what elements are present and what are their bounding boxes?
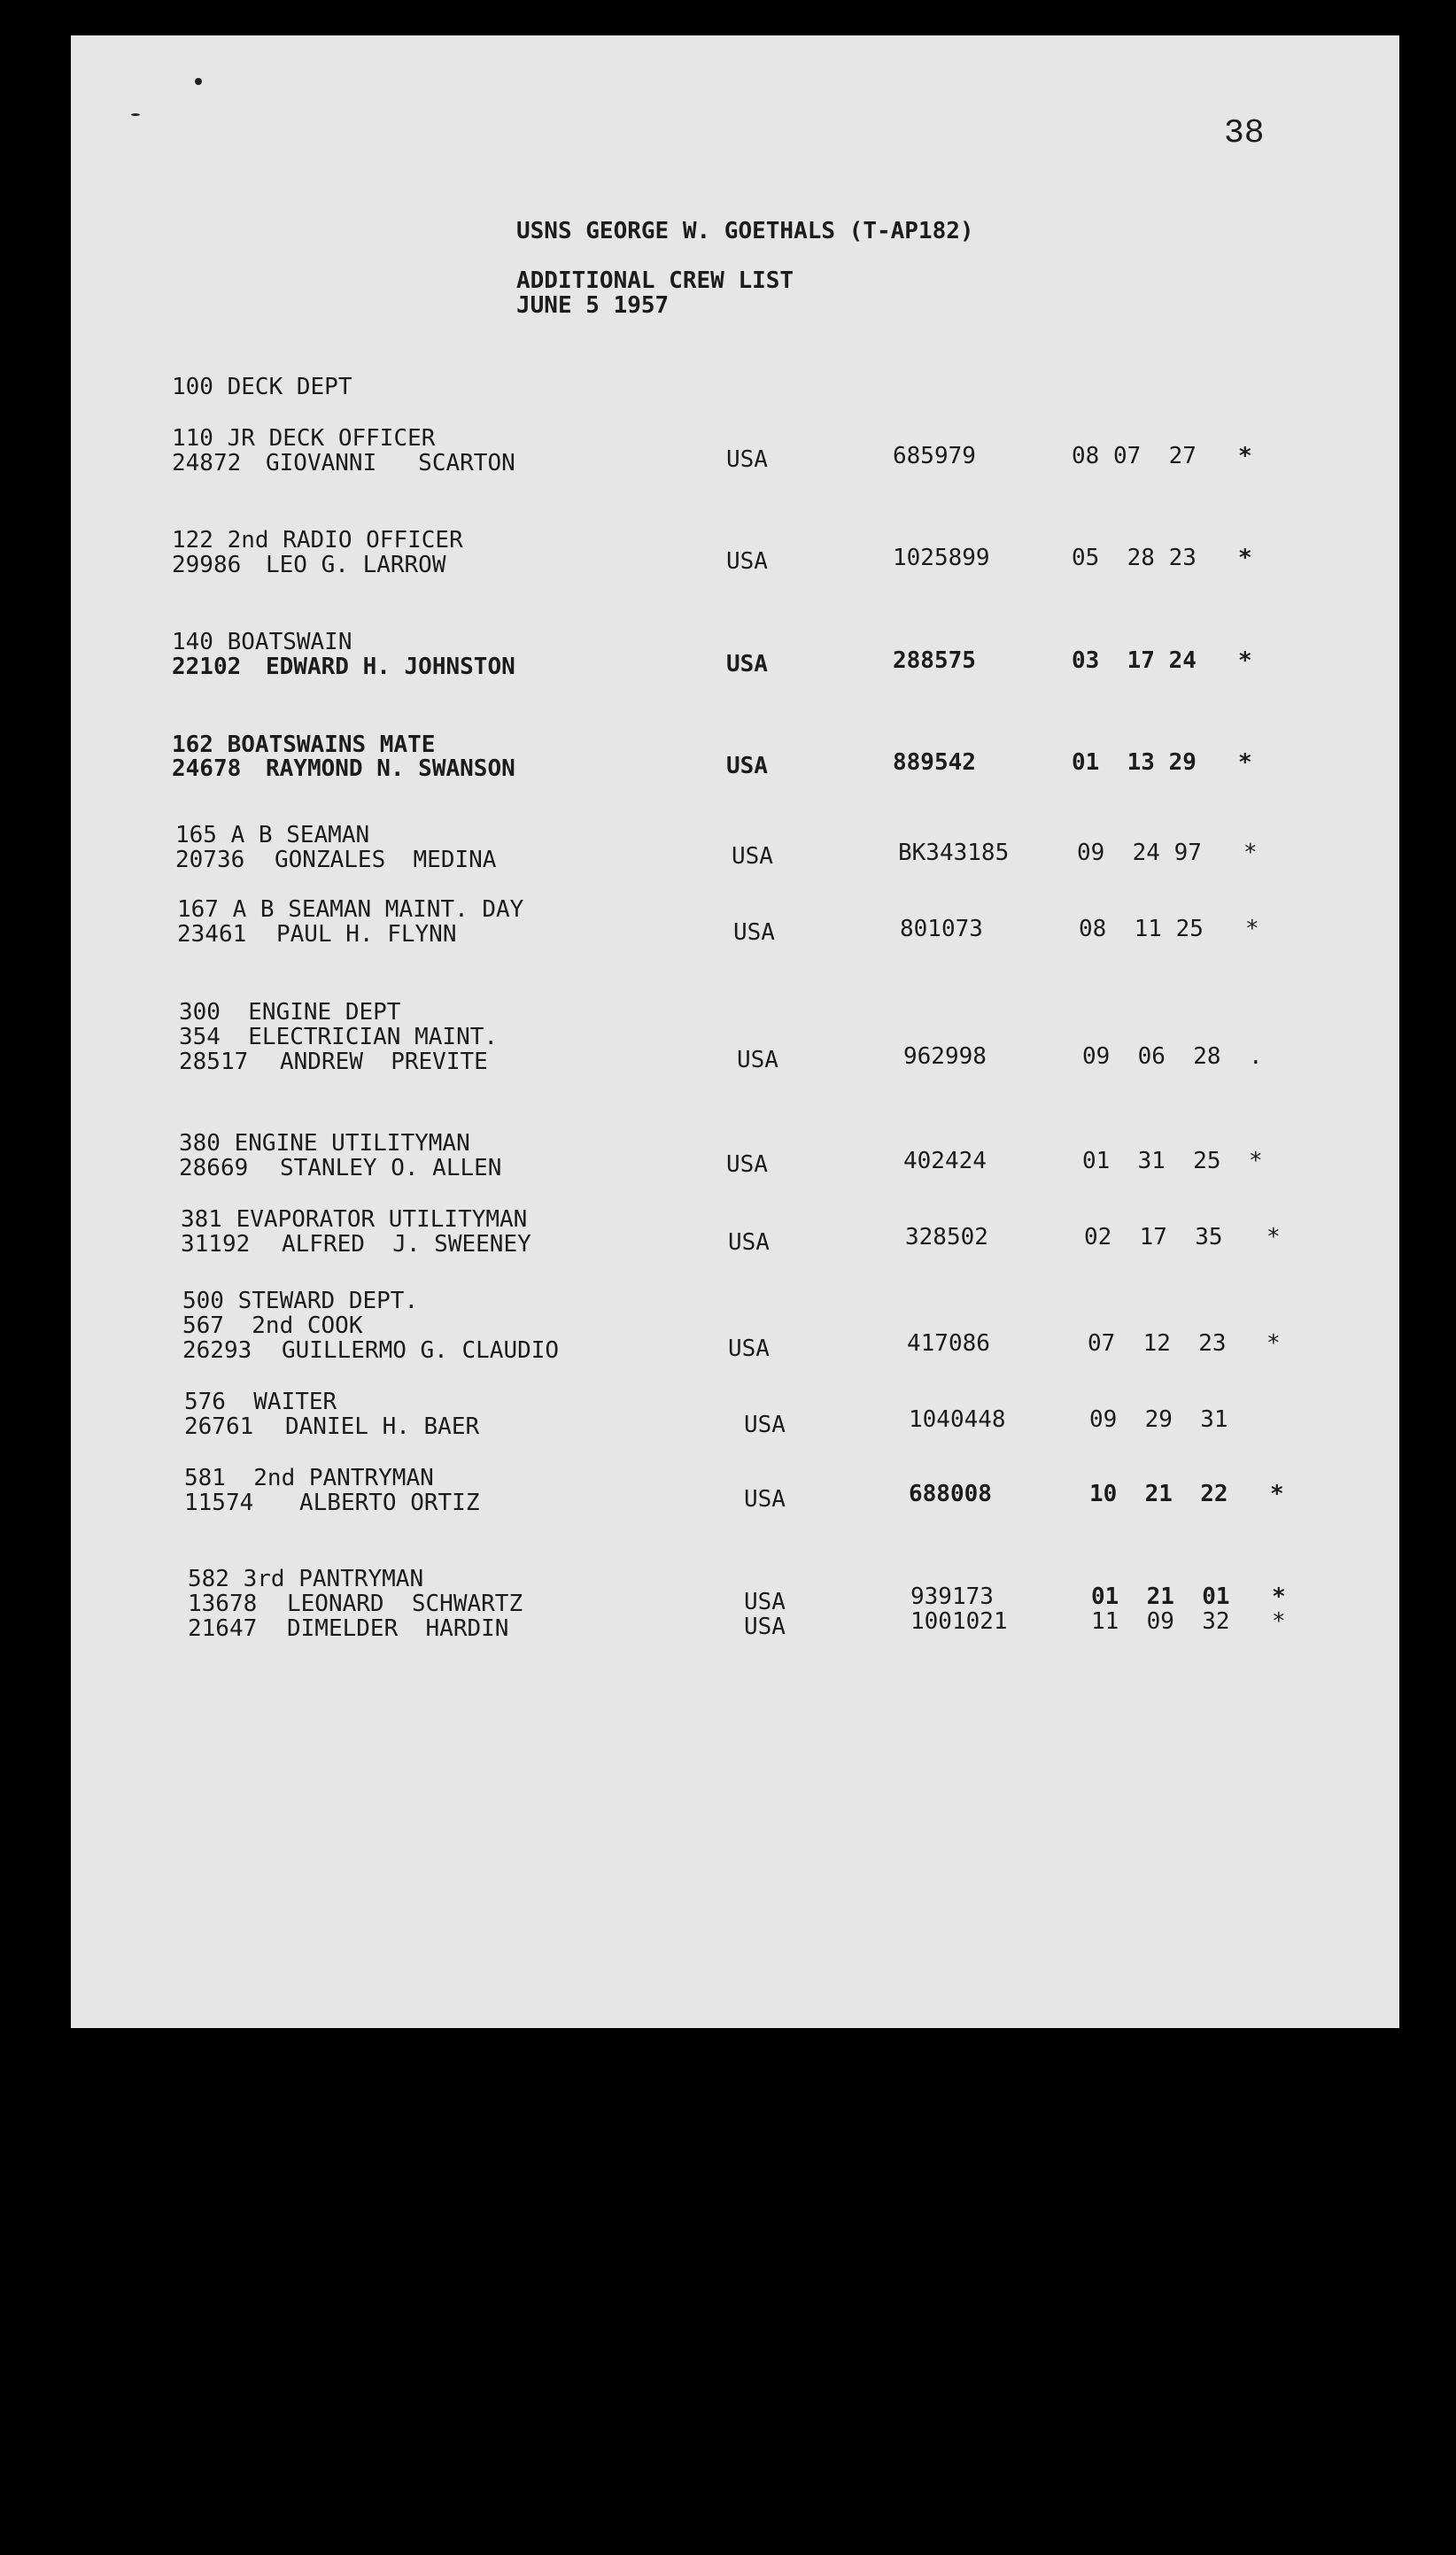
entry-name: STANLEY O. ALLEN (280, 1155, 502, 1181)
entry-position: 140 BOATSWAIN (172, 629, 352, 655)
entry-date: 09 24 97 (1077, 840, 1202, 866)
dept-heading-steward: 500 STEWARD DEPT. (182, 1288, 419, 1314)
entry-id: 939173 (910, 1583, 994, 1610)
entry-id: 1025899 (893, 545, 990, 571)
entry-date: 08 11 25 (1079, 916, 1204, 942)
entry-nationality: USA (726, 651, 768, 677)
entry-name: ANDREW PREVITE (280, 1049, 488, 1075)
entry-name: RAYMOND N. SWANSON (266, 755, 515, 782)
entry-name: EDWARD H. JOHNSTON (266, 654, 515, 680)
list-date: JUNE 5 1957 (516, 292, 670, 319)
ink-speck (195, 78, 202, 85)
entry-name: ALFRED J. SWEENEY (282, 1231, 531, 1258)
entry-id: 328502 (905, 1224, 988, 1250)
entry-nationality: USA (726, 446, 768, 473)
entry-position: 567 2nd COOK (182, 1312, 363, 1339)
entry-number: 26293 (182, 1337, 252, 1364)
entry-position: 582 3rd PANTRYMAN (188, 1566, 424, 1592)
entry-number: 26761 (184, 1413, 254, 1440)
dept-heading-engine: 300 ENGINE DEPT (179, 999, 401, 1026)
entry-id: BK343185 (898, 840, 1010, 866)
entry-nationality: USA (744, 1412, 786, 1438)
entry-nationality: USA (726, 548, 768, 575)
entry-position: 381 EVAPORATOR UTILITYMAN (181, 1206, 528, 1233)
entry-date: 10 21 22 (1089, 1481, 1228, 1507)
entry-date: 08 07 27 (1072, 443, 1197, 469)
entry-number: 13678 (188, 1591, 258, 1617)
entry-name: ALBERTO ORTIZ (299, 1490, 480, 1516)
entry-mark: . (1249, 1043, 1263, 1070)
entry-mark: * (1266, 1224, 1281, 1250)
entry-name: GUILLERMO G. CLAUDIO (282, 1337, 560, 1364)
entry-date: 09 06 28 (1082, 1043, 1221, 1070)
entry-mark: * (1245, 916, 1259, 942)
entry-nationality: USA (744, 1486, 786, 1513)
entry-name: DIMELDER HARDIN (287, 1615, 509, 1642)
entry-id: 1040448 (909, 1406, 1006, 1433)
ink-speck (131, 113, 140, 116)
entry-nationality: USA (728, 1336, 770, 1362)
entry-number: 29986 (172, 552, 242, 578)
entry-nationality: USA (737, 1047, 778, 1073)
ship-title: USNS GEORGE W. GOETHALS (T-AP182) (516, 218, 974, 244)
entry-id: 688008 (909, 1481, 992, 1507)
entry-number: 24678 (172, 755, 242, 782)
entry-mark: * (1270, 1481, 1284, 1507)
entry-date: 09 29 31 (1089, 1406, 1228, 1433)
entry-number: 21647 (188, 1615, 258, 1642)
entry-position: 122 2nd RADIO OFFICER (172, 527, 463, 554)
entry-mark: * (1238, 545, 1252, 571)
entry-mark: * (1238, 647, 1252, 674)
entry-number: 31192 (181, 1231, 251, 1258)
entry-date: 01 13 29 (1072, 749, 1197, 776)
entry-name: LEONARD SCHWARTZ (287, 1591, 523, 1617)
entry-date: 02 17 35 (1084, 1224, 1223, 1250)
entry-id: 889542 (893, 749, 976, 776)
entry-nationality: USA (733, 919, 775, 946)
entry-mark: * (1272, 1583, 1286, 1610)
entry-date: 05 28 23 (1072, 545, 1197, 571)
entry-mark: * (1238, 749, 1252, 776)
entry-mark: * (1249, 1148, 1263, 1174)
dept-heading-deck: 100 DECK DEPT (172, 374, 352, 400)
entry-id: 417086 (907, 1330, 990, 1357)
entry-name: LEO G. LARROW (266, 552, 446, 578)
entry-name: DANIEL H. BAER (285, 1413, 480, 1440)
entry-mark: * (1243, 840, 1258, 866)
entry-position: 581 2nd PANTRYMAN (184, 1465, 434, 1491)
entry-number: 20736 (175, 847, 245, 873)
entry-nationality: USA (744, 1614, 786, 1640)
entry-number: 22102 (172, 654, 242, 680)
entry-position: 354 ELECTRICIAN MAINT. (179, 1024, 499, 1050)
entry-id: 801073 (900, 916, 983, 942)
entry-name: PAUL H. FLYNN (276, 921, 457, 948)
entry-name: GONZALES MEDINA (275, 847, 497, 873)
entry-nationality: USA (728, 1229, 770, 1256)
entry-date: 11 09 32 (1091, 1608, 1230, 1635)
entry-position: 576 WAITER (184, 1389, 337, 1415)
entry-id: 685979 (893, 443, 976, 469)
page-number: 38 (1224, 114, 1265, 152)
entry-position: 167 A B SEAMAN MAINT. DAY (177, 896, 524, 923)
entry-mark: * (1238, 443, 1252, 469)
entry-date: 01 31 25 (1082, 1148, 1221, 1174)
entry-number: 24872 (172, 450, 242, 476)
entry-id: 402424 (903, 1148, 987, 1174)
entry-position: 165 A B SEAMAN (175, 822, 370, 848)
entry-date: 03 17 24 (1072, 647, 1197, 674)
entry-id: 288575 (893, 647, 976, 674)
entry-nationality: USA (744, 1589, 786, 1615)
entry-nationality: USA (726, 1151, 768, 1178)
entry-number: 11574 (184, 1490, 254, 1516)
entry-number: 23461 (177, 921, 247, 948)
entry-position: 110 JR DECK OFFICER (172, 425, 436, 452)
entry-id: 1001021 (910, 1608, 1008, 1635)
entry-number: 28669 (179, 1155, 249, 1181)
entry-name: GIOVANNI SCARTON (266, 450, 515, 476)
entry-date: 07 12 23 (1088, 1330, 1227, 1357)
entry-mark: * (1266, 1330, 1281, 1357)
entry-number: 28517 (179, 1049, 249, 1075)
list-title: ADDITIONAL CREW LIST (516, 267, 794, 294)
entry-nationality: USA (726, 753, 768, 779)
document-page (71, 35, 1399, 2028)
entry-position: 162 BOATSWAINS MATE (172, 732, 436, 758)
entry-id: 962998 (903, 1043, 987, 1070)
entry-nationality: USA (732, 843, 773, 870)
entry-mark: * (1272, 1608, 1286, 1635)
entry-date: 01 21 01 (1091, 1583, 1230, 1610)
entry-position: 380 ENGINE UTILITYMAN (179, 1130, 470, 1157)
